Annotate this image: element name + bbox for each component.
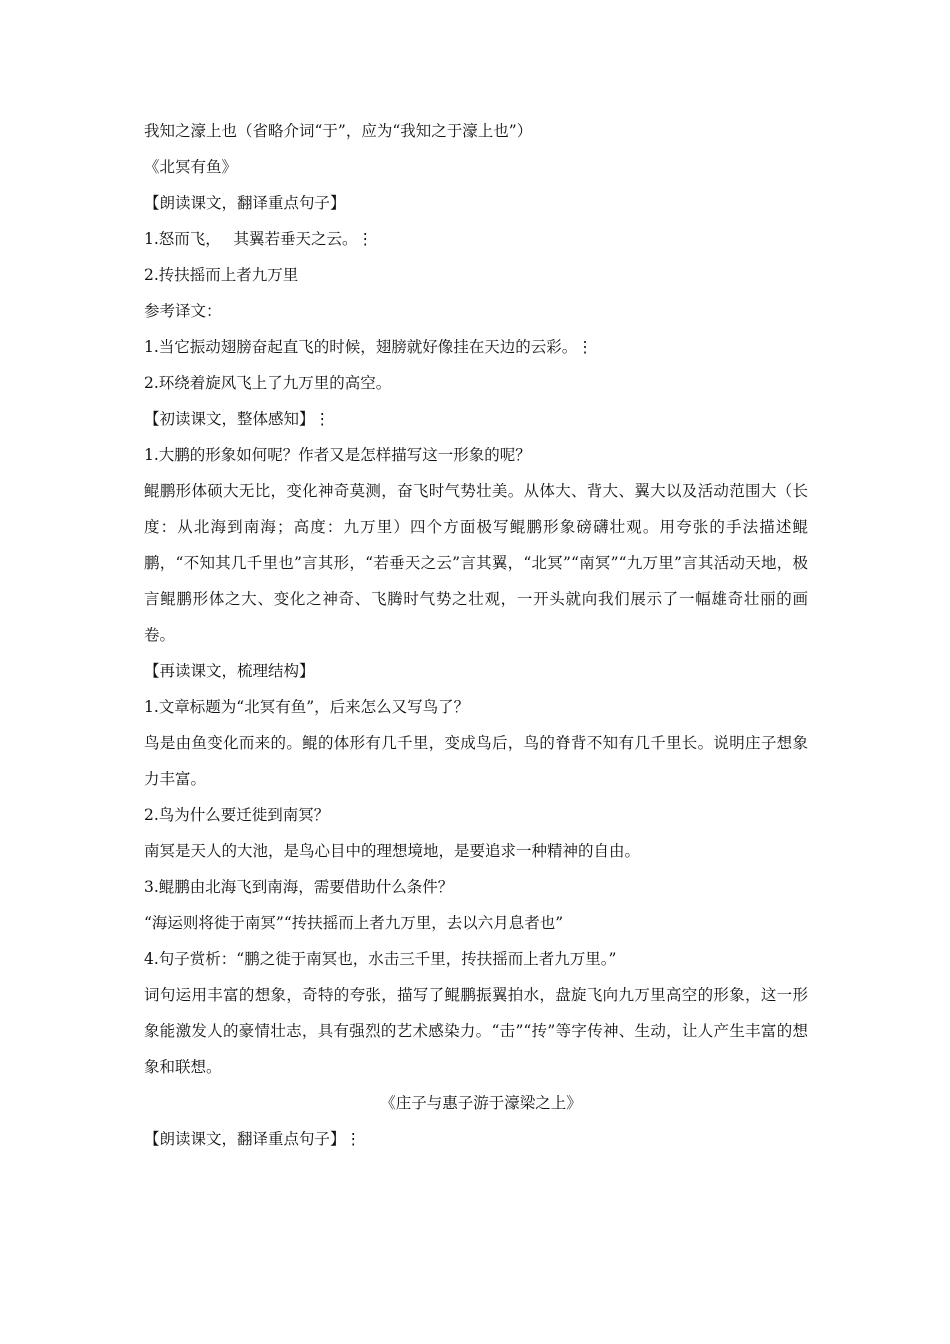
answer-paragraph-1: 鲲鹏形体硕大无比，变化神奇莫测，奋飞时气势壮美。从体大、背大、翼大以及活动范围大（长度：从北海到南海；高度：九万里）四个方面极写鲲鹏形象磅礴壮观。用夸张的手法描述鲲鹏，“不知其几千里也”言其形，“若垂天之云”言其翼，“北冥”“南冥”“九万里”言其活动天地，极言鲲鹏形体之大、变化之神奇、飞腾时气势之壮观，一开头就向我们展示了一幅雄奇壮丽的画卷。: [144, 482, 808, 644]
question-conditions: 3.鲲鹏由北海飞到南海，需要借助什么条件？: [144, 878, 454, 896]
document-page: [144, 122, 808, 1166]
answer-paragraph-3: 词句运用丰富的想象，奇特的夸张，描写了鲲鹏振翼拍水，盘旋飞向九万里高空的形象，这一形象能激发人的豪情壮志，具有强烈的艺术感染力。“击”“抟”等字传神、生动，让人产生丰富的想象和联想。: [144, 986, 808, 1076]
answer-migrate: 南冥是天人的大池，是鸟心目中的理想境地，是要追求一种精神的自由。: [144, 842, 641, 860]
note-line: 我知之濠上也（省略介词“于”，应为“我知之于濠上也”）: [144, 122, 533, 140]
question-migrate: 2.鸟为什么要迁徙到南冥？: [144, 806, 330, 824]
heading-first-reading: 【初读课文，整体感知】⋮: [144, 410, 331, 428]
sentence-appreciation: 4.句子赏析：“鹏之徙于南冥也，水击三千里，抟扶摇而上者九万里。”: [144, 950, 617, 968]
heading-second-reading: 【再读课文，梳理结构】: [144, 662, 315, 680]
sentence-2: 2.抟扶摇而上者九万里: [144, 266, 299, 284]
answer-conditions: “海运则将徙于南冥”“抟扶摇而上者九万里，去以六月息者也”: [144, 914, 564, 932]
answer-paragraph-2: 鸟是由鱼变化而来的。鲲的体形有几千里，变成鸟后，鸟的脊背不知有几千里长。说明庄子想象力丰富。: [144, 734, 808, 788]
section-title-beiming: 《北冥有鱼》: [144, 158, 238, 176]
heading-read-translate: 【朗读课文，翻译重点句子】: [144, 194, 346, 212]
question-title: 1.文章标题为“北冥有鱼”，后来怎么又写鸟了？: [144, 698, 470, 716]
translation-1: 1.当它振动翅膀奋起直飞的时候，翅膀就好像挂在天边的云彩。⋮: [144, 338, 593, 356]
reference-translation-label: 参考译文：: [144, 302, 222, 320]
section-title-zhuangzi: 《庄子与惠子游于濠梁之上》: [380, 1094, 582, 1112]
translation-2: 2.环绕着旋风飞上了九万里的高空。: [144, 374, 392, 392]
question-1: 1.大鹏的形象如何呢？作者又是怎样描写这一形象的呢？: [144, 446, 531, 464]
sentence-1: 1.怒而飞， 其翼若垂天之云。⋮: [144, 230, 373, 248]
heading-read-translate-2: 【朗读课文，翻译重点句子】⋮: [144, 1130, 362, 1148]
